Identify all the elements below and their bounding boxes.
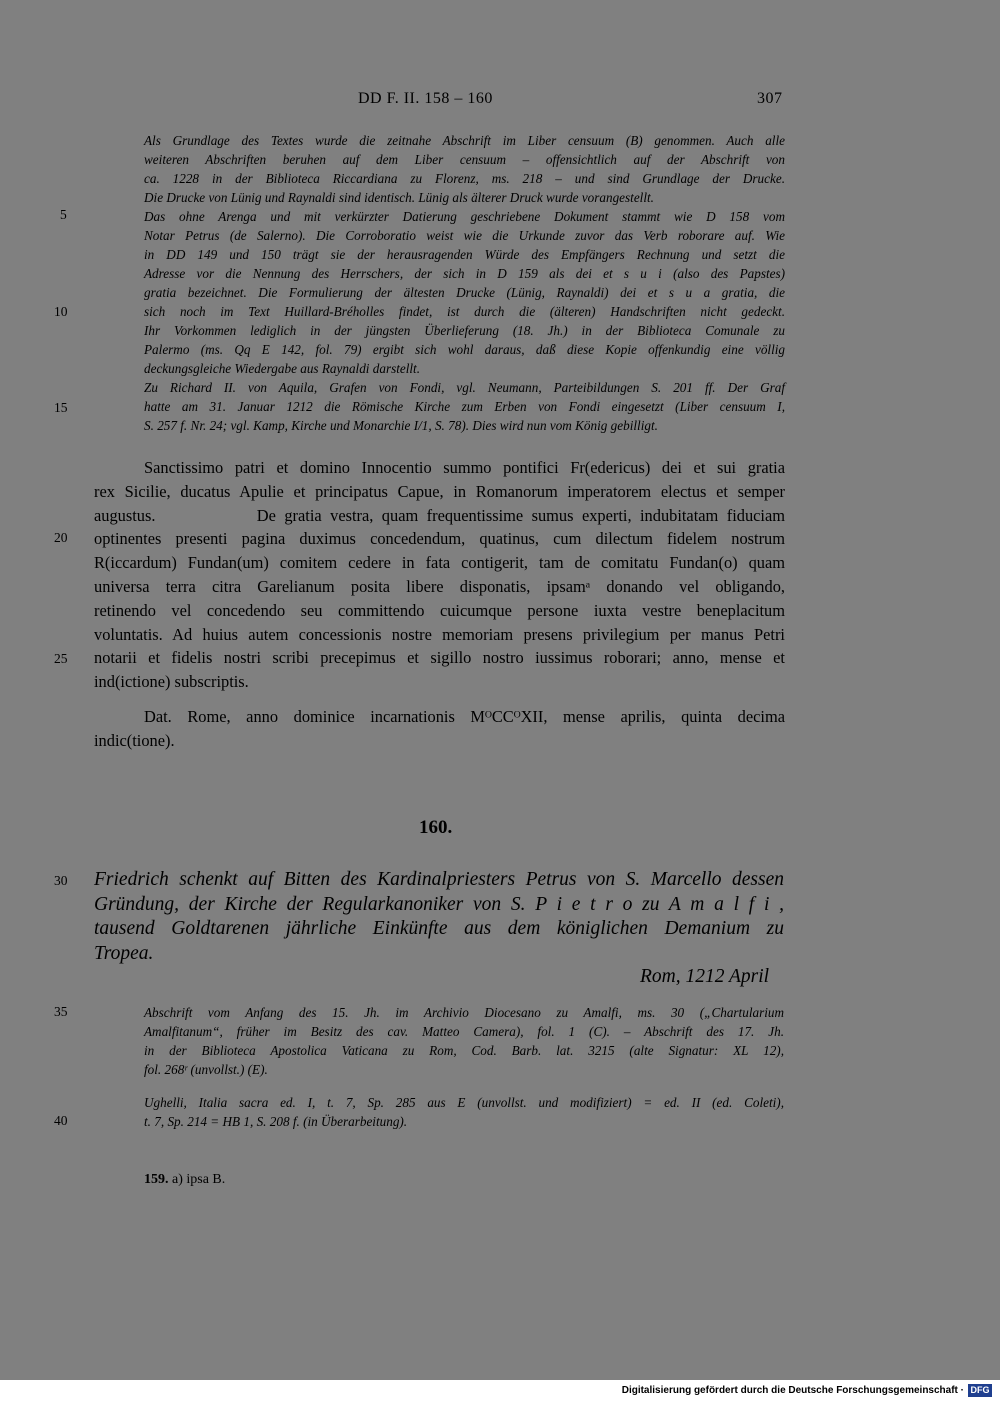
edition-line: t. 7, Sp. 214 = HB 1, S. 208 f. (in Überarbeitung). <box>144 1114 408 1129</box>
regest-line: Gründung, der Kirche der Regularkanoniker von S. P i e t r o zu A m a l f i , <box>94 893 784 915</box>
line-number: 15 <box>54 400 68 415</box>
footnote <box>144 1172 225 1188</box>
prov-line: Das ohne Arenga und mit verkürzter Datierung geschriebene Dokument stammt wie D 158 vom <box>144 209 785 224</box>
prov-line: Palermo (ms. Qq E 142, fol. 79) ergibt sich wohl daraus, daß diese Kopie offenkundig eine völlig <box>144 342 785 357</box>
edition-line: Ughelli, Italia sacra ed. I, t. 7, Sp. 285 aus E (unvollst. und modifiziert) = ed. II (ed. Coleti), <box>144 1095 784 1110</box>
manuscripts <box>144 1003 784 1079</box>
ms-line: in der Biblioteca Apostolica Vaticana zu Rom, Cod. Barb. lat. 3215 (alte Signatur: XL 12), <box>144 1043 784 1058</box>
line-number: 20 <box>54 530 68 545</box>
charter-line: retinendo vel concedendo seu committendo cuicumque persone iuxta vestre beneplacitum <box>94 600 785 620</box>
prov-line: S. 257 f. Nr. 24; vgl. Kamp, Kirche und Monarchie I/1, S. 78). Dies wird nun vom König gebilligt. <box>144 418 658 433</box>
digitization-footer <box>0 1380 1000 1402</box>
provenance-note <box>144 131 785 435</box>
prov-line: Ihr Vorkommen lediglich in der jüngsten Überlieferung (18. Jh.) in der Biblioteca Comunale zu <box>144 323 785 338</box>
charter-line: R(iccardum) Fundan(um) comitem cedere in fata contigerit, tam de comitatu Fundan(o) quam <box>94 553 785 573</box>
ms-line: Abschrift vom Anfang des 15. Jh. im Archivio Diocesano zu Amalfi, ms. 30 („Chartularium <box>144 1005 784 1020</box>
dfg-logo: DFG <box>968 1384 992 1397</box>
prov-line: sich noch im Text Huillard-Bréholles findet, ist durch die (älteren) Handschriften nicht gedeckt. <box>144 304 785 319</box>
prov-line: Zu Richard II. von Aquila, Grafen von Fondi, vgl. Neumann, Parteibildungen S. 201 ff. Der Graf <box>144 380 785 395</box>
dating-clause <box>94 705 785 753</box>
footnote-ref: 159. <box>144 1172 169 1187</box>
footnote-text: a) ipsa B. <box>172 1172 226 1187</box>
footer-credit: Digitalisierung gefördert durch die Deutsche Forschungsgemeinschaft · <box>621 1385 964 1396</box>
line-number: 40 <box>54 1113 68 1128</box>
charter-line: Sanctissimo patri et domino Innocentio summo pontifici Fr(edericus) dei et sui gratia <box>144 458 785 477</box>
prov-line: in DD 149 und 150 trägt sie der herausragenden Würde des Empfängers Rechnung und setzt die <box>144 247 785 262</box>
regest <box>94 868 784 966</box>
charter-line: ind(ictione) subscriptis. <box>94 672 249 692</box>
prov-line: gratia bezeichnet. Die Formulierung der ältesten Drucke (Lünig, Raynaldi) dei et s u a gratia, die <box>144 285 785 300</box>
dating-line: indic(tione). <box>94 730 175 750</box>
prov-line: Adresse vor die Nennung des Herrschers, der sich in D 159 als dei et s u i (also des Papstes) <box>144 266 785 281</box>
prov-line: Die Drucke von Lünig und Raynaldi sind identisch. Lünig als älterer Druck wurde vorangestellt. <box>144 190 654 205</box>
prov-line: Notar Petrus (de Salerno). Die Corroboratio weist wie die Urkunde zuvor das Verb roborare auf. Wie <box>144 228 785 243</box>
running-header: DD F. II. 158 – 160 <box>358 90 493 107</box>
line-number: 30 <box>54 873 68 888</box>
line-number: 5 <box>60 207 67 222</box>
charter-line: optinentes presenti pagina duximus concedendum, quatinus, cum dilectum fidelem nostrum <box>94 529 785 549</box>
ms-line: fol. 268ʳ (unvollst.) (E). <box>144 1062 268 1077</box>
line-number: 25 <box>54 651 68 666</box>
charter-text <box>94 456 785 694</box>
regest-line: Friedrich schenkt auf Bitten des Kardinalpriesters Petrus von S. Marcello dessen <box>94 869 784 890</box>
line-number: 35 <box>54 1004 68 1019</box>
prov-line: Als Grundlage des Textes wurde die zeitnahe Abschrift im Liber censuum (B) genommen. Auch alle <box>144 133 785 148</box>
regest-line: tausend Goldtarenen jährliche Einkünfte aus dem königlichen Demanium zu <box>94 918 784 939</box>
charter-line: augustus. De gratia vestra, quam frequentissime sumus experti, indubitatam fiduciam <box>94 505 785 525</box>
page-number: 307 <box>757 90 783 107</box>
charter-line: universa terra citra Garelianum posita libere disponatis, ipsamᵃ donando vel obligando, <box>94 576 785 596</box>
regest-line: Tropea. <box>94 942 154 964</box>
prov-line: weiteren Abschriften beruhen auf dem Liber censuum – offensichtlich auf der Abschrift von <box>144 152 785 167</box>
prov-line: hatte am 31. Januar 1212 die Römische Kirche zum Erben von Fondi eingesetzt (Liber censuum I, <box>144 399 785 414</box>
place-date: Rom, 1212 April <box>640 966 770 987</box>
charter-line: notarii et fidelis nostri scribi precepimus et sigillo nostro iussimus roborari; anno, mense et <box>94 648 785 668</box>
prov-line: ca. 1228 in der Biblioteca Riccardiana zu Florenz, ms. 218 – und sind Grundlage der Drucke. <box>144 171 785 186</box>
prov-line: deckungsgleiche Wiedergabe aus Raynaldi darstellt. <box>144 361 421 376</box>
dating-line: Dat. Rome, anno dominice incarnationis MᴼCCᴼXII, mense aprilis, quinta decima <box>144 707 785 726</box>
charter-line: voluntatis. Ad huius autem concessionis nostre memoriam presens privilegium per manus Petri <box>94 624 785 644</box>
line-number: 10 <box>54 304 68 319</box>
charter-line: rex Sicilie, ducatus Apulie et principatus Capue, in Romanorum imperatorem electus et semper <box>94 481 785 501</box>
editions <box>144 1093 784 1131</box>
ms-line: Amalfitanum“, früher im Besitz des cav. Matteo Camera), fol. 1 (C). – Abschrift des 17. Jh. <box>144 1024 784 1039</box>
document-number: 160. <box>419 817 453 838</box>
